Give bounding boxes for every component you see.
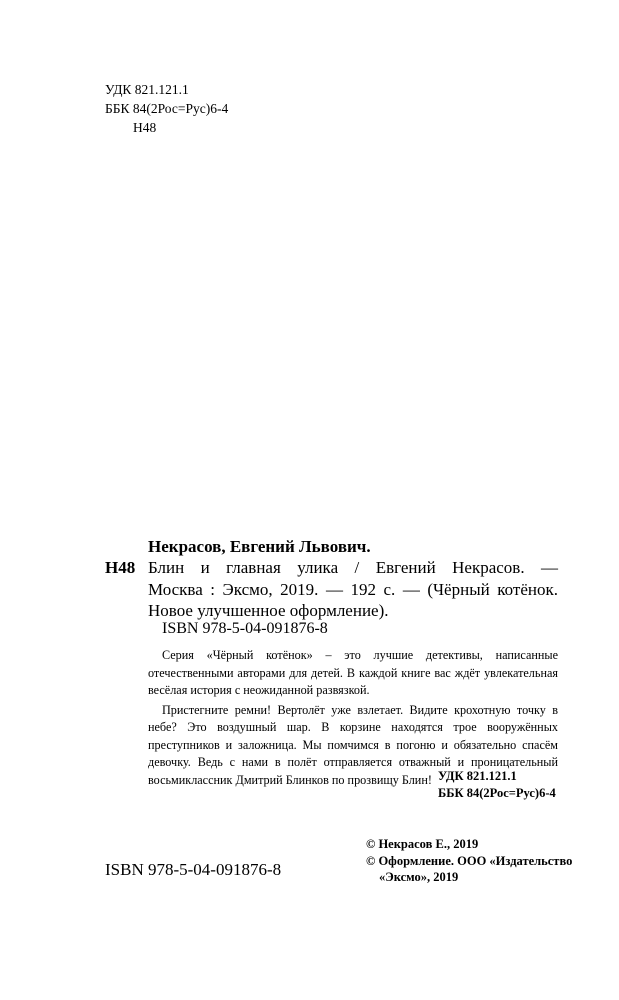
copyright-author: © Некрасов Е., 2019 xyxy=(366,837,479,851)
classification-codes xyxy=(105,80,228,137)
bib-line: Новое улучшенное оформление). xyxy=(148,601,389,620)
udk-code: УДК 821.121.1 xyxy=(105,82,189,97)
isbn-record: ISBN 978-5-04-091876-8 xyxy=(162,620,328,637)
udk-code: УДК 821.121.1 xyxy=(438,769,517,783)
author-sign-marker: Н48 xyxy=(105,558,136,577)
isbn-footer: ISBN 978-5-04-091876-8 xyxy=(105,860,282,879)
classification-codes-bottom xyxy=(438,768,556,802)
annotation-paragraph: Пристегните ремни! Вертолёт уже взлетает. Видите крохотную точку в небе? Это воздушный шар. В корзине находятся трое вооружённых преступников и заложница. Мы помчимся в погоню и обязательно спасём девочку. Ведь с нами в полёт отправляется отважный и проницательный восьмиклассник Дмитрий Блинков по прозвищу Блин! xyxy=(148,702,558,787)
bib-line: Блин и главная улика / Евгений Некрасов. — xyxy=(148,558,558,577)
copyright-design: © Оформление. ООО «Издательство xyxy=(366,853,573,868)
author-sign: Н48 xyxy=(133,120,157,135)
bbk-code: ББК 84(2Рос=Рус)6-4 xyxy=(105,101,229,116)
bibliographic-description xyxy=(148,557,558,622)
copyright-block xyxy=(366,836,572,886)
author-heading: Некрасов, Евгений Львович. xyxy=(148,537,371,556)
bib-line: Москва : Эксмо, 2019. — 192 с. — (Чёрный котёнок. xyxy=(148,579,558,599)
copyright-design-cont: «Эксмо», 2019 xyxy=(379,870,459,884)
annotation-paragraph: Серия «Чёрный котёнок» – это лучшие детективы, написанные отечественными авторами для детей. В каждой книге вас ждёт увлекательная весёлая история с неожиданной развязкой. xyxy=(148,648,558,697)
bbk-code: ББК 84(2Рос=Рус)6-4 xyxy=(438,786,556,800)
